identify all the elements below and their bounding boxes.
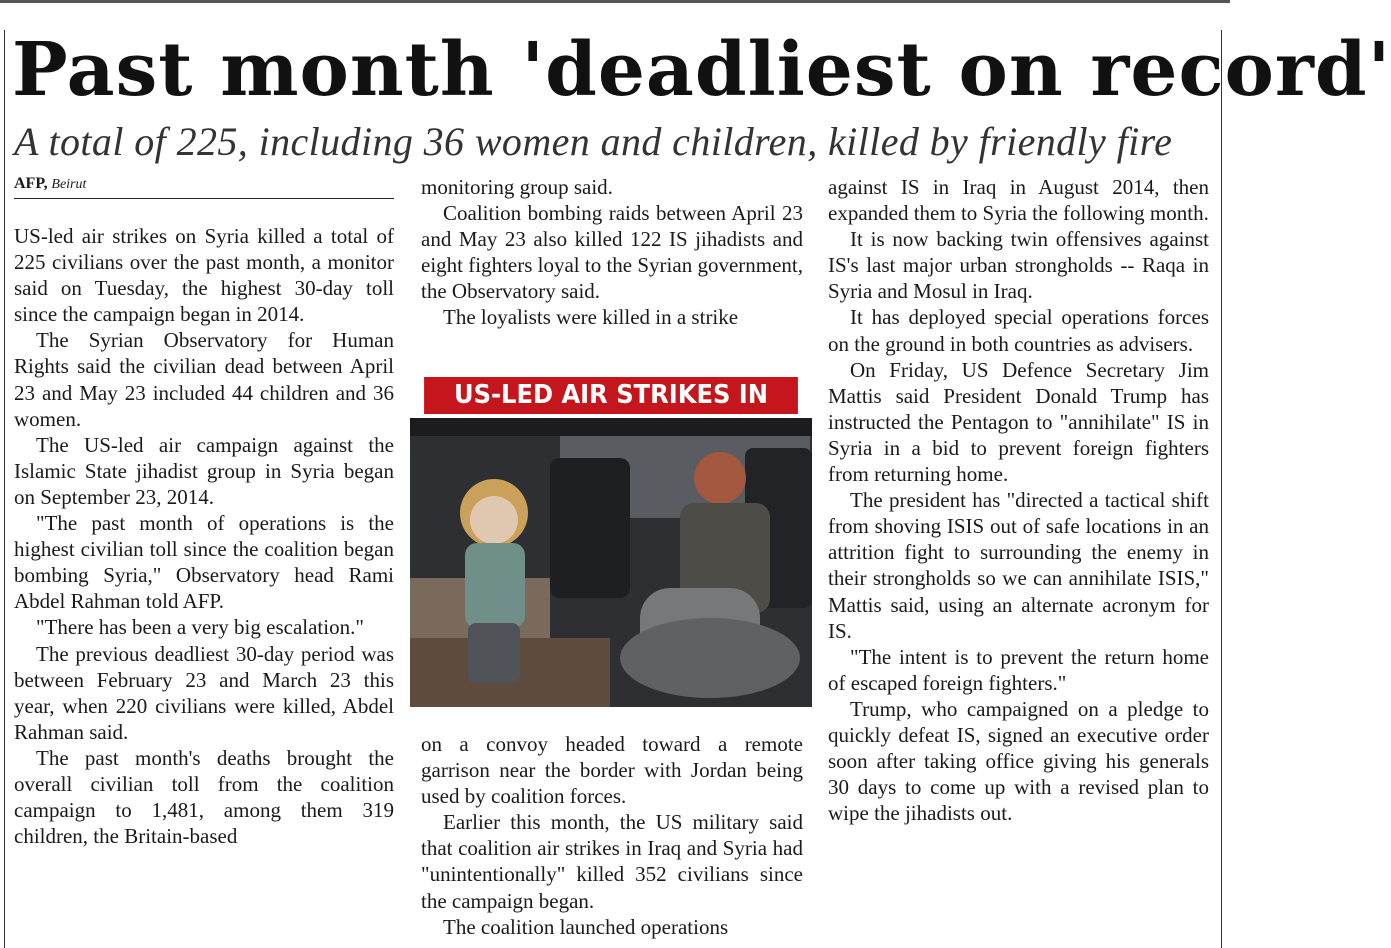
article-column-2-top: [421, 174, 803, 331]
paragraph: The loyalists were killed in a strike: [443, 305, 739, 330]
paragraph: "There has been a very big escalation.": [36, 615, 364, 640]
right-border-rule: [1221, 30, 1222, 948]
news-photo: [410, 418, 812, 707]
paragraph: The Syrian Observatory for Human Rights said the civilian dead between April 23 and May 23 included 44 children and 36 women.: [14, 328, 394, 431]
article-column-1: [14, 174, 394, 849]
paragraph: against IS in Iraq in August 2014, then expanded them to Syria the following month.: [828, 175, 1209, 226]
paragraph: The coalition launched operations: [443, 914, 729, 939]
paragraph: It is now backing twin offensives against IS's last major urban strongholds -- Raqa in Syria and Mosul in Iraq.: [828, 227, 1209, 304]
byline: [14, 174, 394, 199]
photo-illustration: [410, 418, 812, 707]
paragraph: Coalition bombing raids between April 23 and May 23 also killed 122 IS jihadists and eight fighters loyal to the Syrian government, the Observatory said.: [421, 201, 803, 304]
paragraph: It has deployed special operations forces on the ground in both countries as advisers.: [828, 305, 1209, 356]
paragraph: Earlier this month, the US military said that coalition air strikes in Iraq and Syria had "unintentionally" killed 352 civilians since the campaign began.: [421, 810, 803, 913]
paragraph: The president has "directed a tactical shift from shoving ISIS out of safe locations in an attrition fight to surrounding the enemy in their strongholds so we can annihilate ISIS," Mattis said, using an alternate acronym for IS.: [828, 488, 1209, 643]
byline-agency: AFP,: [14, 175, 48, 192]
headline: Past month 'deadliest on record': [12, 27, 1391, 113]
paragraph: The US-led air campaign against the Islamic State jihadist group in Syria began on September 23, 2014.: [14, 432, 394, 509]
paragraph: On Friday, US Defence Secretary Jim Mattis said President Donald Trump has instructed the Pentagon to "annihilate" IS in Syria in a bid to prevent foreign fighters from returning home.: [828, 357, 1209, 487]
article-column-2-bottom: [421, 731, 803, 940]
paragraph: on a convoy headed toward a remote garrison near the border with Jordan being used by coalition forces.: [421, 732, 803, 809]
news-photo-figure: [410, 377, 812, 707]
left-border-rule: [4, 30, 5, 948]
byline-city: Beirut: [51, 177, 87, 192]
paragraph: Trump, who campaigned on a pledge to quickly defeat IS, signed an executive order soon after taking office giving his generals 30 days to come up with a revised plan to wipe the jihadists out.: [828, 696, 1209, 826]
paragraph: "The intent is to prevent the return home of escaped foreign fighters.": [828, 644, 1209, 695]
paragraph: "The past month of operations is the highest civilian toll since the coalition began bombing Syria," Observatory head Rami Abdel Rahman told AFP.: [14, 511, 394, 614]
top-border-rule: [0, 0, 1230, 3]
paragraph: US-led air strikes on Syria killed a total of 225 civilians over the past month, a monitor said on Tuesday, the highest 30-day toll since the campaign began in 2014.: [14, 224, 394, 327]
photo-banner: US-LED AIR STRIKES IN: [424, 377, 798, 414]
article-column-3: [828, 174, 1209, 826]
subheadline: A total of 225, including 36 women and children, killed by friendly fire: [14, 119, 1173, 164]
paragraph: The past month's deaths brought the overall civilian toll from the coalition campaign to 1,481, among them 319 children, the Britain-based: [14, 745, 394, 849]
paragraph: monitoring group said.: [421, 175, 613, 199]
paragraph: The previous deadliest 30-day period was between February 23 and March 23 this year, when 220 civilians were killed, Abdel Rahman said.: [14, 641, 394, 744]
